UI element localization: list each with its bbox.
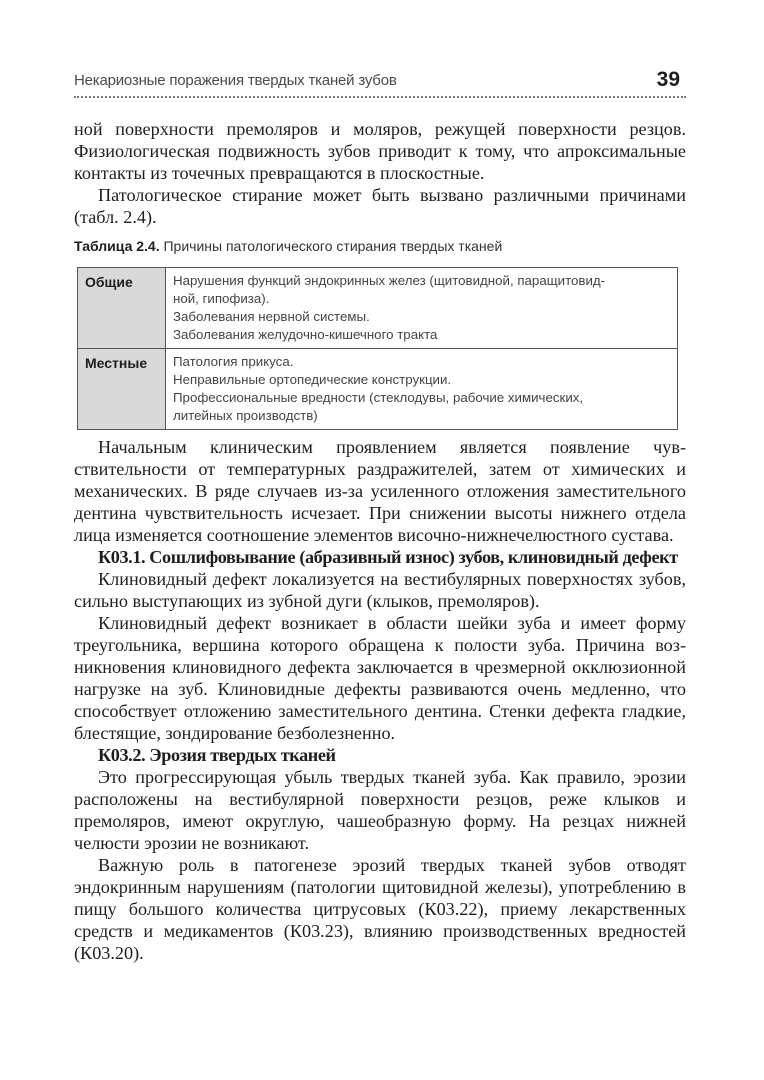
table-line: Профессиональные вредности (стеклодувы, рабочие химических, xyxy=(173,390,584,405)
intro-paragraph-2: Патологическое стирание может быть вызвано различными причинами (табл. 2.4). xyxy=(74,185,686,227)
row-label-general: Общие xyxy=(78,268,166,349)
paragraph-clinical-onset: Начальным клиническим проявлением является появление чувствительности от температурных раздражителей, затем от химических и механических. В ряде случаев из-за усиленного отложения заместительного дентина чувствительность исчезает. При снижении высоты нижнего отдела лица изменяется соотношение элементов височно-нижнечелюстного сустава. xyxy=(74,437,686,545)
row-content-general xyxy=(166,268,678,349)
row-label-local: Местные xyxy=(78,349,166,430)
table-line: Нарушения функций эндокринных желез (щитовидной, паращитовид- xyxy=(173,273,606,288)
table-line: ной, гипофиза). xyxy=(173,291,270,306)
table-line: Патология прикуса. xyxy=(173,354,294,369)
header-dotted-rule xyxy=(74,96,686,98)
table-caption-label: Таблица 2.4. xyxy=(74,238,160,254)
table-caption-text: Причины патологического стирания твердых тканей xyxy=(163,238,503,254)
running-title: Некариозные поражения твердых тканей зубов xyxy=(74,72,397,89)
section-heading-k03-1: К03.1. Сошлифовывание (абразивный износ) зубов, клиновидный дефект xyxy=(98,547,678,567)
running-header xyxy=(74,68,686,98)
paragraph-wedge-description: Клиновидный дефект возникает в области шейки зуба и имеет форму треугольника, вершина которого обращена к полости зуба. Причина возникновения клиновидного дефекта заключается в чрезмерной окклюзионной нагрузке на зуб. Клиновидные дефекты развиваются очень медленно, что способствует отложению заместительного дентина. Стенки дефекта гладкие, блестящие, зондирование безболезненно. xyxy=(74,613,686,743)
row-content-local xyxy=(166,349,678,430)
intro-text xyxy=(74,118,686,228)
page-number: 39 xyxy=(656,68,680,91)
intro-paragraph-1: ной поверхности премоляров и моляров, режущей поверхности резцов. Физиологическая подвижность зубов приводит к тому, что апроксимальные контакты из точечных превращаются в плоскостные. xyxy=(74,119,686,183)
table-row xyxy=(78,349,678,430)
table-line: Заболевания нервной системы. xyxy=(173,309,370,324)
table-row xyxy=(78,268,678,349)
paragraph-erosion-pathogenesis: Важную роль в патогенезе эрозий твердых тканей зубов отводят эндокринным нарушениям (патологии щитовидной железы), употреблению в пищу большого количества цитрусовых (К03.22), приему лекарственных средств и медикаментов (К03.23), влиянию производственных вредностей (К03.20). xyxy=(74,855,686,963)
section-heading-k03-2: К03.2. Эрозия твердых тканей xyxy=(98,745,336,765)
main-text xyxy=(74,436,686,964)
table-caption xyxy=(74,238,502,254)
table-line: Неправильные ортопедические конструкции. xyxy=(173,372,452,387)
causes-table xyxy=(77,267,678,430)
paragraph-wedge-location: Клиновидный дефект локализуется на вестибулярных поверхностях зубов, сильно выступающих из зубной дуги (клыков, премоляров). xyxy=(74,569,686,611)
paragraph-erosion-definition: Это прогрессирующая убыль твердых тканей зуба. Как правило, эрозии расположены на вестибулярной поверхности резцов, реже клыков и премоляров, имеют округлую, чашеобразную форму. На резцах нижней челюсти эрозии не возникают. xyxy=(74,767,686,853)
table-line: Заболевания желудочно-кишечного тракта xyxy=(173,327,438,342)
table-line: литейных производств) xyxy=(173,408,318,423)
